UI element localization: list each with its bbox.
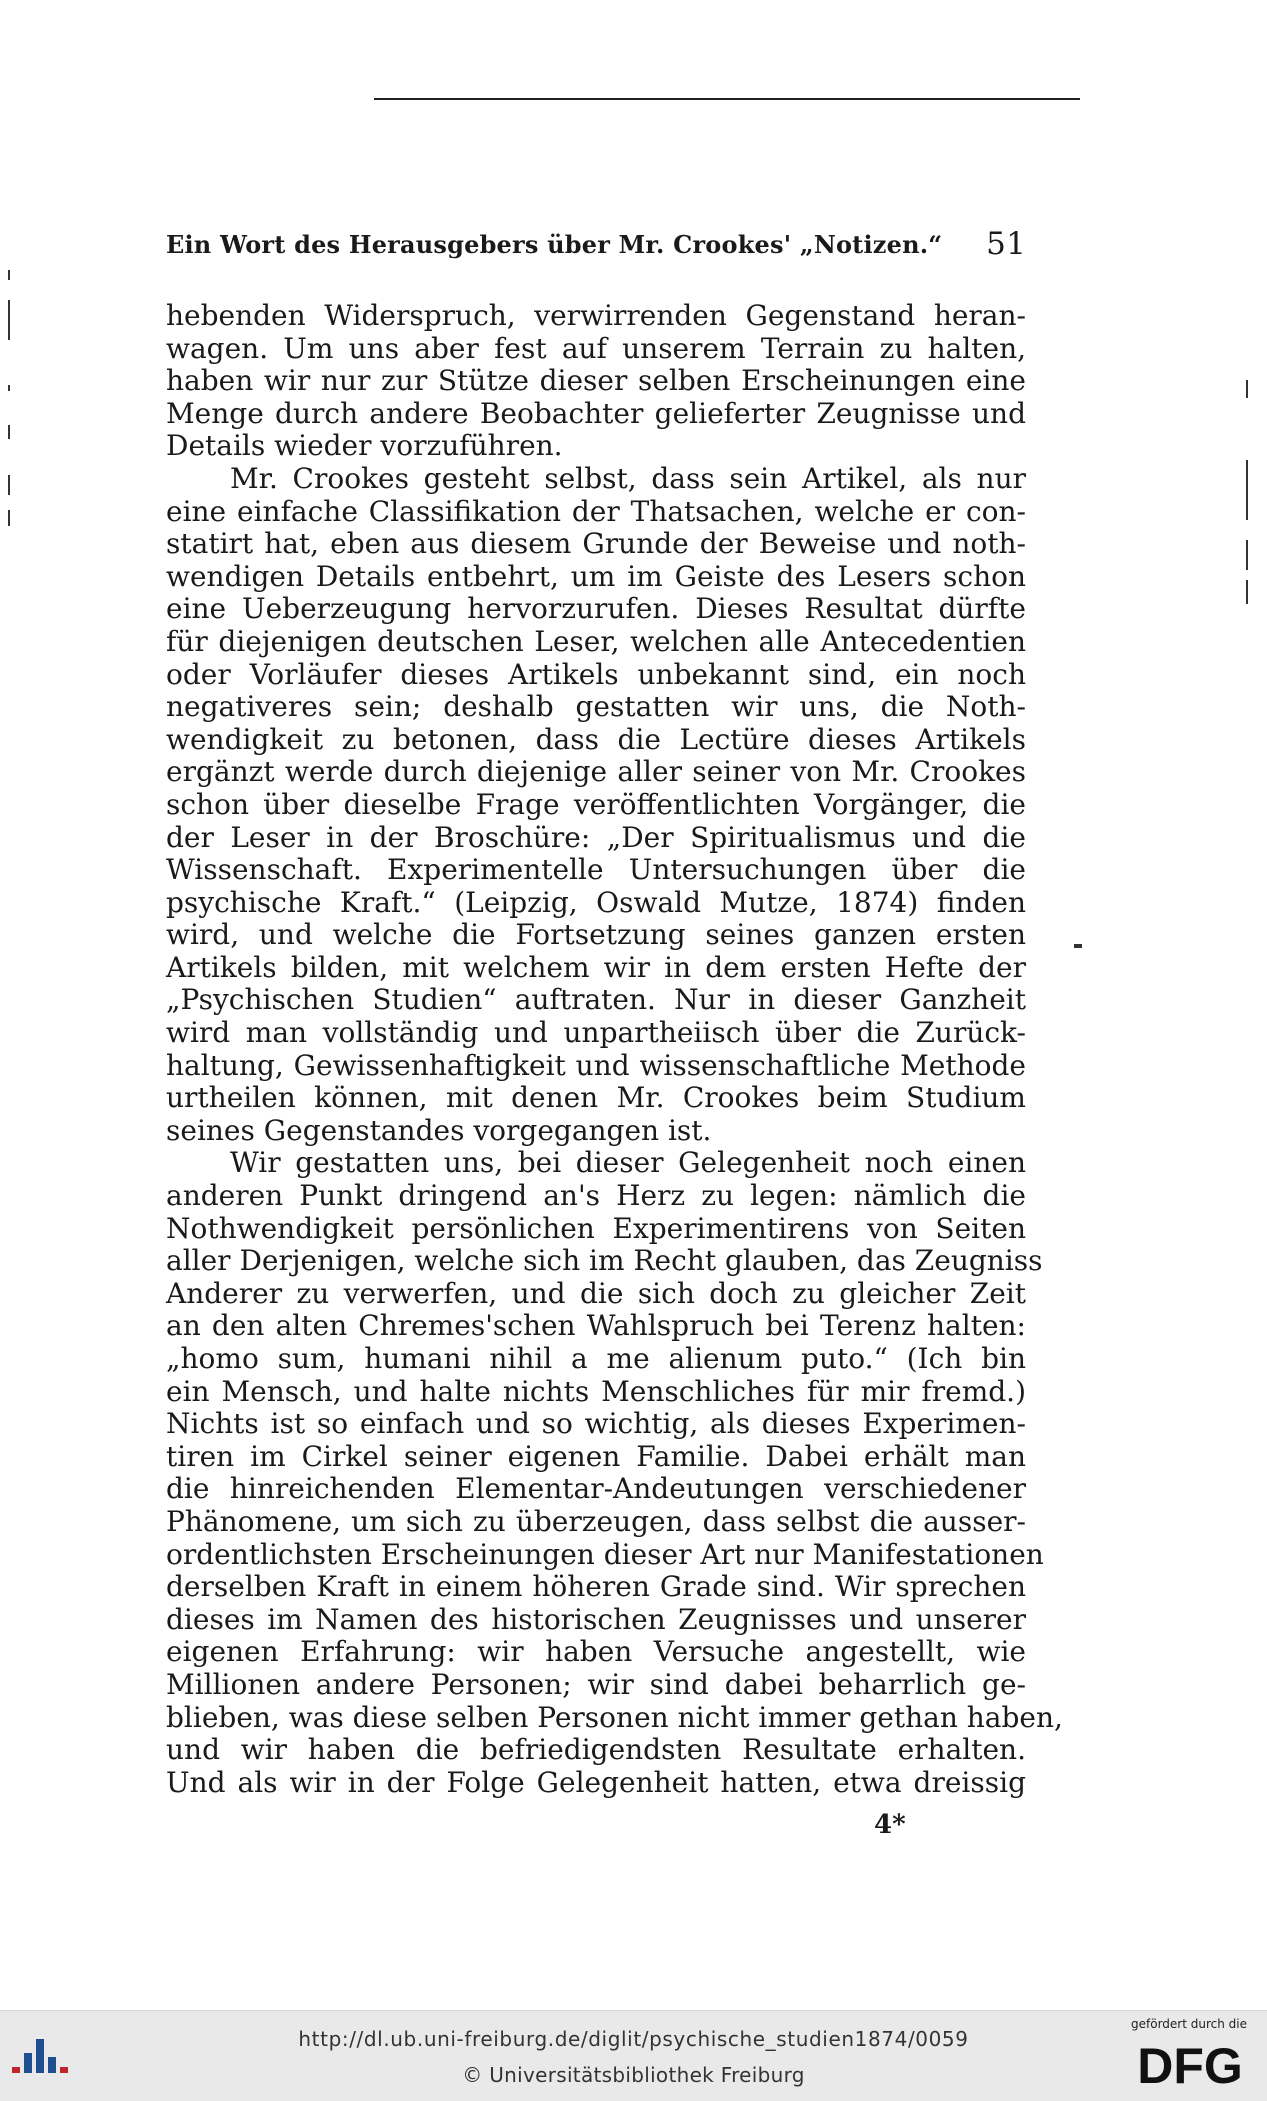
text-line: seines Gegenstandes vorgegangen ist. [166, 1113, 712, 1147]
text-line: schon über dieselbe Frage veröffentlichten Vorgänger, die [166, 787, 1026, 821]
text-line: die hinreichenden Elementar-Andeutungen verschiedener [166, 1472, 1026, 1506]
text-line: Nothwendigkeit persönlichen Experimentirens von Seiten [166, 1211, 1026, 1245]
margin-mark [8, 385, 10, 391]
text-line: derselben Kraft in einem höheren Grade sind. Wir sprechen [166, 1570, 1026, 1604]
text-line: blieben, was diese selben Personen nicht immer gethan haben, [166, 1700, 1063, 1734]
text-line: für diejenigen deutschen Leser, welchen alle Antecedentien [166, 624, 1026, 658]
text-line: statirt hat, eben aus diesem Grunde der Beweise und noth- [166, 527, 1026, 561]
text-line: aller Derjenigen, welche sich im Recht glauben, das Zeugniss [166, 1244, 1043, 1278]
margin-mark [1246, 540, 1248, 570]
margin-mark [1246, 460, 1248, 520]
margin-mark [8, 475, 10, 495]
text-line: ordentlichsten Erscheinungen dieser Art nur Manifestationen [166, 1537, 1044, 1571]
text-line: eine einfache Classifikation der Thatsachen, welche er con- [166, 494, 1026, 528]
text-line: haltung, Gewissenhaftigkeit und wissenschaftliche Methode [166, 1048, 1026, 1082]
margin-mark [1074, 944, 1082, 948]
text-line: Nichts ist so einfach und so wichtig, als dieses Experimen- [166, 1407, 1026, 1441]
text-line: oder Vorläufer dieses Artikels unbekannt sind, ein noch [166, 657, 1026, 691]
text-line: der Leser in der Broschüre: „Der Spiritualismus und die [166, 820, 1026, 854]
body-text [166, 299, 1063, 1799]
dfg-tagline: gefördert durch die [1131, 2017, 1247, 2031]
text-line: „homo sum, humani nihil a me alienum puto.“ (Ich bin [166, 1342, 1026, 1375]
margin-mark [8, 270, 10, 280]
text-line: wendigen Details entbehrt, um im Geiste des Lesers schon [166, 559, 1026, 593]
footer-bar [0, 2010, 1267, 2101]
text-line: negativeres sein; deshalb gestatten wir uns, die Noth- [166, 690, 1026, 724]
text-line: wird man vollständig und unpartheiisch über die Zurück- [166, 1016, 1026, 1050]
signature-mark: 4* [874, 1810, 906, 1840]
text-line: eine Ueberzeugung hervorzurufen. Dieses Resultat dürfte [166, 592, 1026, 626]
margin-mark [1246, 580, 1248, 604]
text-line: eigenen Erfahrung: wir haben Versuche angestellt, wie [166, 1635, 1026, 1669]
text-line: ergänzt werde durch diejenige aller seiner von Mr. Crookes [166, 755, 1026, 789]
text-line: Millionen andere Personen; wir sind dabei beharrlich ge- [166, 1667, 1026, 1701]
text-line: und wir haben die befriedigendsten Resultate erhalten. [166, 1733, 1026, 1767]
text-line: Mr. Crookes gesteht selbst, dass sein Artikel, als nur [230, 461, 1026, 495]
margin-mark [8, 425, 10, 439]
text-line: Details wieder vorzuführen. [166, 429, 563, 463]
text-line: Und als wir in der Folge Gelegenheit hatten, etwa dreissig [166, 1765, 1026, 1799]
dfg-logo-block [1118, 2017, 1260, 2097]
text-line: ein Mensch, und halte nichts Menschliches für mir fremd.) [166, 1374, 1026, 1408]
text-line: psychische Kraft.“ (Leipzig, Oswald Mutze, 1874) finden [166, 885, 1026, 919]
permalink-url[interactable]: http://dl.ub.uni-freiburg.de/diglit/psychische_studien1874/0059 [298, 2027, 969, 2051]
text-line: Anderer zu verwerfen, und die sich doch zu gleicher Zeit [166, 1276, 1026, 1310]
text-line: wendigkeit zu betonen, dass die Lectüre dieses Artikels [166, 722, 1026, 756]
text-line: wird, und welche die Fortsetzung seines ganzen ersten [166, 918, 1026, 952]
running-title: Ein Wort des Herausgebers über Mr. Crookes' „Notizen.“ [166, 230, 943, 259]
page-number: 51 [986, 226, 1026, 262]
running-head [166, 226, 1026, 262]
text-line: Phänomene, um sich zu überzeugen, dass selbst die ausser- [166, 1504, 1026, 1538]
svg-text:DFG: DFG [1137, 2038, 1243, 2093]
text-line: Wir gestatten uns, bei dieser Gelegenheit noch einen [230, 1146, 1026, 1180]
margin-mark [8, 300, 10, 340]
text-line: tiren im Cirkel seiner eigenen Familie. Dabei erhält man [166, 1439, 1026, 1473]
text-line: urtheilen können, mit denen Mr. Crookes beim Studium [166, 1081, 1026, 1115]
top-rule [374, 98, 1080, 100]
text-line: an den alten Chremes'schen Wahlspruch bei Terenz halten: [166, 1309, 1026, 1343]
copyright-notice: © Universitätsbibliothek Freiburg [462, 2063, 805, 2087]
text-line: Artikels bilden, mit welchem wir in dem ersten Hefte der [166, 950, 1026, 984]
margin-mark [1246, 380, 1248, 398]
text-line: hebenden Widerspruch, verwirrenden Gegenstand heran- [166, 299, 1026, 332]
text-line: dieses im Namen des historischen Zeugnisses und unserer [166, 1602, 1026, 1636]
margin-mark [8, 510, 10, 526]
text-line: „Psychischen Studien“ auftraten. Nur in dieser Ganzheit [166, 983, 1026, 1017]
text-line: anderen Punkt dringend an's Herz zu legen: nämlich die [166, 1179, 1026, 1213]
text-line: Menge durch andere Beobachter gelieferter Zeugnisse und [166, 396, 1026, 430]
dfg-logo-icon [1126, 2037, 1254, 2093]
text-line: Wissenschaft. Experimentelle Untersuchungen über die [166, 853, 1026, 887]
text-line: wagen. Um uns aber fest auf unserem Terrain zu halten, [166, 331, 1026, 365]
text-line: haben wir nur zur Stütze dieser selben Erscheinungen eine [166, 364, 1026, 398]
